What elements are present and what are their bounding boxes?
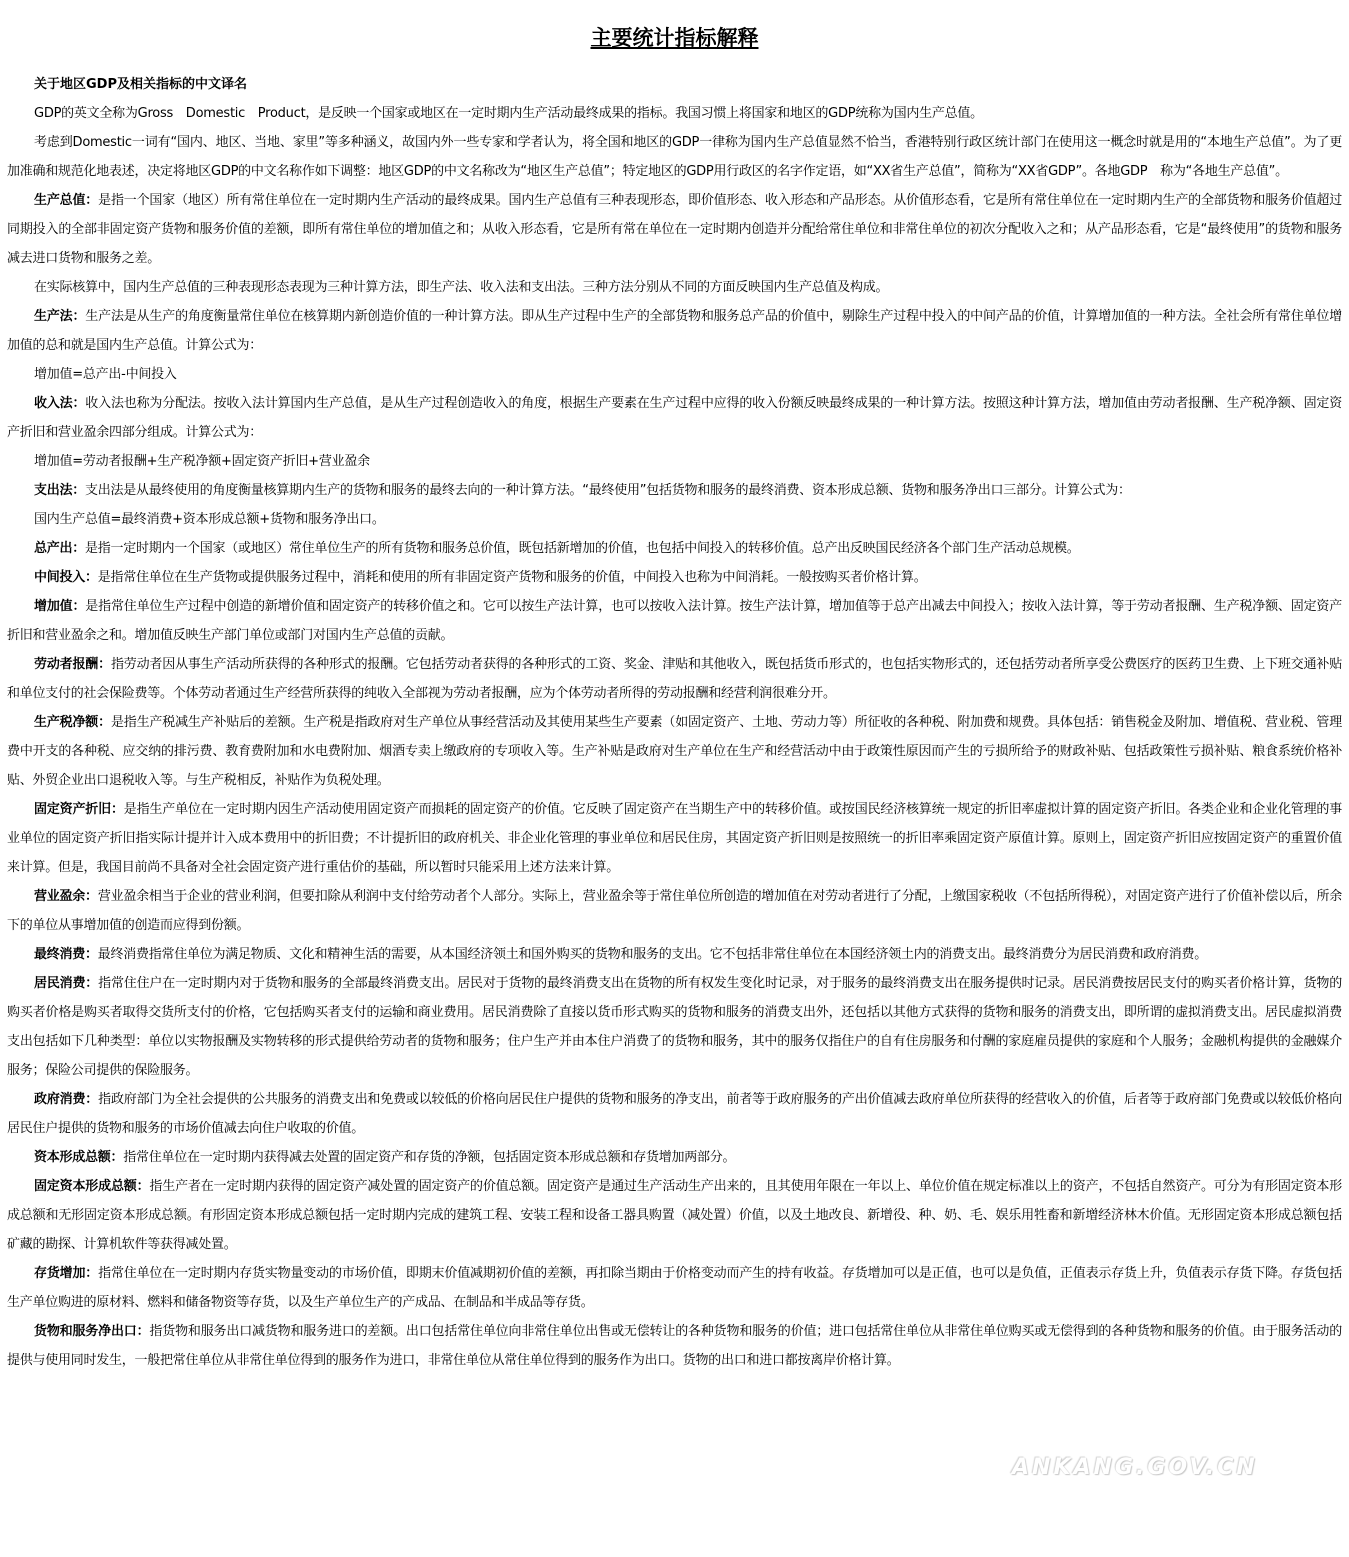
- document-title-text: 主要统计指标解释: [590, 25, 759, 50]
- paragraph: [7, 650, 1342, 708]
- paragraph: [7, 534, 1342, 563]
- paragraph: [7, 1259, 1342, 1317]
- paragraph: [7, 505, 1342, 534]
- site-watermark: ANKANG.GOV.CN: [1012, 1455, 1258, 1480]
- paragraph: [7, 563, 1342, 592]
- paragraph: [7, 882, 1342, 940]
- paragraph-text: 增加值=劳动者报酬+生产税净额+固定资产折旧+营业盈余: [34, 454, 370, 469]
- paragraph-text: 生产法是从生产的角度衡量常住单位在核算期内新创造价值的一种计算方法。即从生产过程中生产的全部货物和服务总产品的价值中，剔除生产过程中投入的中间产品的价值，计算增加值的一种方法。全社会所有常住单位增加值的总和就是国内生产总值。计算公式为：: [7, 309, 1342, 353]
- term-label: 货物和服务净出口：: [34, 1324, 150, 1339]
- paragraph: [7, 186, 1342, 273]
- term-label: 存货增加：: [34, 1266, 99, 1281]
- paragraph-text: 指常住单位在一定时期内获得减去处置的固定资产和存货的净额，包括固定资本形成总额和存货增加两部分。: [123, 1150, 736, 1165]
- term-label: 生产法：: [34, 309, 86, 324]
- paragraph-text: 指常住住户在一定时期内对于货物和服务的全部最终消费支出。居民对于货物的最终消费支出在货物的所有权发生变化时记录，对于服务的最终消费支出在服务提供时记录。居民消费按居民支付的购买者价格计算，货物的购买者价格是购买者取得交货所支付的价格，它包括购买者支付的运输和商业费用。居民消费除了直接以货币形式购买的货物和服务的消费支出外，还包括以其他方式获得的货物和服务的消费支出，即所谓的虚拟消费支出。居民虚拟消费支出包括如下几种类型：单位以实物报酬及实物转移的形式提供给劳动者的货物和服务；住户生产并由本住户消费了的货物和服务，其中的服务仅指住户的自有住房服务和付酬的家庭雇员提供的家庭和个人服务；金融机构提供的金融媒介服务；保险公司提供的保险服务。: [7, 976, 1342, 1078]
- paragraph: [7, 1143, 1342, 1172]
- term-label: 固定资产折旧：: [34, 802, 124, 817]
- term-label: 收入法：: [34, 396, 86, 411]
- paragraph-text: 指政府部门为全社会提供的公共服务的消费支出和免费或以较低的价格向居民住户提供的货物和服务的净支出，前者等于政府服务的产出价值减去政府单位所获得的经营收入的价值，后者等于政府部门免费或以较低价格向居民住户提供的货物和服务的市场价值减去向住户收取的价值。: [7, 1092, 1342, 1136]
- paragraph: [7, 1317, 1342, 1375]
- term-label: 生产总值：: [34, 193, 99, 208]
- paragraph-text: 营业盈余相当于企业的营业利润，但要扣除从利润中支付给劳动者个人部分。实际上，营业盈余等于常住单位所创造的增加值在对劳动者进行了分配，上缴国家税收（不包括所得税），对固定资产进行了价值补偿以后，所余下的单位从事增加值的创造而应得到份额。: [7, 889, 1342, 933]
- term-label: 总产出：: [34, 541, 86, 556]
- paragraph-text: 是指一定时期内一个国家（或地区）常住单位生产的所有货物和服务总价值，既包括新增加的价值，也包括中间投入的转移价值。总产出反映国民经济各个部门生产活动总规模。: [85, 541, 1080, 556]
- paragraph: [7, 99, 1342, 128]
- paragraph-text: GDP的英文全称为Gross Domestic Product，是反映一个国家或地区在一定时期内生产活动最终成果的指标。我国习惯上将国家和地区的GDP统称为国内生产总值。: [34, 106, 983, 121]
- paragraph-text: 是指生产税减生产补贴后的差额。生产税是指政府对生产单位从事经营活动及其使用某些生产要素（如固定资产、土地、劳动力等）所征收的各种税、附加费和规费。具体包括：销售税金及附加、增值税、营业税、管理费中开支的各种税、应交纳的排污费、教育费附加和水电费附加、烟酒专卖上缴政府的专项收入等。生产补贴是政府对生产单位在生产和经营活动中由于政策性原因而产生的亏损所给予的财政补贴、包括政策性亏损补贴、粮食系统价格补贴、外贸企业出口退税收入等。与生产税相反，补贴作为负税处理。: [7, 715, 1342, 788]
- paragraph-list: [7, 99, 1342, 1375]
- paragraph-text: 是指常住单位在生产货物或提供服务过程中，消耗和使用的所有非固定资产货物和服务的价值，中间投入也称为中间消耗。一般按购买者价格计算。: [97, 570, 927, 585]
- paragraph-text: 在实际核算中，国内生产总值的三种表现形态表现为三种计算方法，即生产法、收入法和支出法。三种方法分别从不同的方面反映国内生产总值及构成。: [34, 280, 889, 295]
- term-label: 支出法：: [34, 483, 86, 498]
- paragraph-text: 指货物和服务出口减货物和服务进口的差额。出口包括常住单位向非常住单位出售或无偿转让的各种货物和服务的价值；进口包括常住单位从非常住单位购买或无偿得到的各种货物和服务的价值。由于服务活动的提供与使用同时发生，一般把常住单位从非常住单位得到的服务作为进口，非常住单位从常住单位得到的服务作为出口。货物的出口和进口都按离岸价格计算。: [7, 1324, 1342, 1368]
- paragraph-text: 指劳动者因从事生产活动所获得的各种形式的报酬。它包括劳动者获得的各种形式的工资、奖金、津贴和其他收入，既包括货币形式的，也包括实物形式的，还包括劳动者所享受公费医疗的医药卫生费、上下班交通补贴和单位支付的社会保险费等。个体劳动者通过生产经营所获得的纯收入全部视为劳动者报酬，应为个体劳动者所得的劳动报酬和经营利润很难分开。: [7, 657, 1342, 701]
- term-label: 固定资本形成总额：: [34, 1179, 150, 1194]
- document-title: [7, 24, 1342, 52]
- paragraph-text: 指生产者在一定时期内获得的固定资产减处置的固定资产的价值总额。固定资产是通过生产活动生产出来的，且其使用年限在一年以上、单位价值在规定标准以上的资产，不包括自然资产。可分为有形固定资本形成总额和无形固定资本形成总额。有形固定资本形成总额包括一定时期内完成的建筑工程、安装工程和设备工器具购置（减处置）价值，以及土地改良、新增役、种、奶、毛、娱乐用牲畜和新增经济林木价值。无形固定资本形成总额包括矿藏的勘探、计算机软件等获得减处置。: [7, 1179, 1342, 1252]
- term-label: 中间投入：: [34, 570, 98, 585]
- term-label: 最终消费：: [34, 947, 98, 962]
- paragraph: [7, 128, 1342, 186]
- paragraph: [7, 447, 1342, 476]
- section-heading: 关于地区GDP及相关指标的中文译名: [34, 77, 247, 92]
- paragraph: [7, 969, 1342, 1085]
- paragraph: [7, 1085, 1342, 1143]
- paragraph: [7, 476, 1342, 505]
- term-label: 增加值：: [34, 599, 86, 614]
- paragraph-text: 指常住单位在一定时期内存货实物量变动的市场价值，即期末价值减期初价值的差额，再扣除当期由于价格变动而产生的持有收益。存货增加可以是正值，也可以是负值，正值表示存货上升，负值表示存货下降。存货包括生产单位购进的原材料、燃料和储备物资等存货，以及生产单位生产的产成品、在制品和半成品等存货。: [7, 1266, 1342, 1310]
- paragraph-text: 是指生产单位在一定时期内因生产活动使用固定资产而损耗的固定资产的价值。它反映了固定资产在当期生产中的转移价值。或按国民经济核算统一规定的折旧率虚拟计算的固定资产折旧。各类企业和企业化管理的事业单位的固定资产折旧指实际计提并计入成本费用中的折旧费；不计提折旧的政府机关、非企业化管理的事业单位和居民住房，其固定资产折旧则是按照统一的折旧率乘固定资产原值计算。原则上，固定资产折旧应按固定资产的重置价值来计算。但是，我国目前尚不具备对全社会固定资产进行重估价的基础，所以暂时只能采用上述方法来计算。: [7, 802, 1342, 875]
- paragraph: [7, 708, 1342, 795]
- paragraph: [7, 302, 1342, 360]
- term-label: 居民消费：: [34, 976, 99, 991]
- paragraph: [7, 273, 1342, 302]
- paragraph-text: 国内生产总值=最终消费+资本形成总额+货物和服务净出口。: [34, 512, 385, 527]
- paragraph-text: 是指一个国家（地区）所有常住单位在一定时期内生产活动的最终成果。国内生产总值有三种表现形态，即价值形态、收入形态和产品形态。从价值形态看，它是所有常住单位在一定时期内生产的全部货物和服务价值超过同期投入的全部非固定资产货物和服务价值的差额，即所有常住单位的增加值之和；从收入形态看，它是所有常在单位在一定时期内创造并分配给常住单位和非常住单位的初次分配收入之和；从产品形态看，它是“最终使用”的货物和服务减去进口货物和服务之差。: [7, 193, 1342, 266]
- paragraph-text: 支出法是从最终使用的角度衡量核算期内生产的货物和服务的最终去向的一种计算方法。“最终使用”包括货物和服务的最终消费、资本形成总额、货物和服务净出口三部分。计算公式为：: [85, 483, 1131, 498]
- paragraph: [7, 795, 1342, 882]
- term-label: 资本形成总额：: [34, 1150, 124, 1165]
- term-label: 生产税净额：: [34, 715, 111, 730]
- paragraph: [7, 940, 1342, 969]
- paragraph-text: 收入法也称为分配法。按收入法计算国内生产总值，是从生产过程创造收入的角度，根据生产要素在生产过程中应得的收入份额反映最终成果的一种计算方法。按照这种计算方法，增加值由劳动者报酬、生产税净额、固定资产折旧和营业盈余四部分组成。计算公式为：: [7, 396, 1342, 440]
- paragraph: [7, 389, 1342, 447]
- paragraph-text: 最终消费指常住单位为满足物质、文化和精神生活的需要，从本国经济领土和国外购买的货物和服务的支出。它不包括非常住单位在本国经济领土内的消费支出。最终消费分为居民消费和政府消费。: [97, 947, 1208, 962]
- paragraph-text: 考虑到Domestic一词有“国内、地区、当地、家里”等多种涵义，故国内外一些专家和学者认为，将全国和地区的GDP一律称为国内生产总值显然不恰当，香港特别行政区统计部门在使用这一概念时就是用的“本地生产总值”。为了更加准确和规范化地表述，决定将地区GDP的中文名称作如下调整：地区GDP的中文名称改为“地区生产总值”；特定地区的GDP用行政区的名字作定语，如“XX省生产总值”，简称为“XX省GDP”。各地GDP 称为“各地生产总值”。: [7, 135, 1342, 179]
- paragraph-text: 增加值=总产出-中间投入: [34, 367, 177, 382]
- paragraph: [7, 1172, 1342, 1259]
- document-page: [7, 0, 1342, 1375]
- paragraph: [7, 592, 1342, 650]
- term-label: 政府消费：: [34, 1092, 99, 1107]
- term-label: 劳动者报酬：: [34, 657, 111, 672]
- term-label: 营业盈余：: [34, 889, 98, 904]
- paragraph-text: 是指常住单位生产过程中创造的新增价值和固定资产的转移价值之和。它可以按生产法计算，也可以按收入法计算。按生产法计算，增加值等于总产出减去中间投入；按收入法计算，等于劳动者报酬、生产税净额、固定资产折旧和营业盈余之和。增加值反映生产部门单位或部门对国内生产总值的贡献。: [7, 599, 1342, 643]
- paragraph: [7, 360, 1342, 389]
